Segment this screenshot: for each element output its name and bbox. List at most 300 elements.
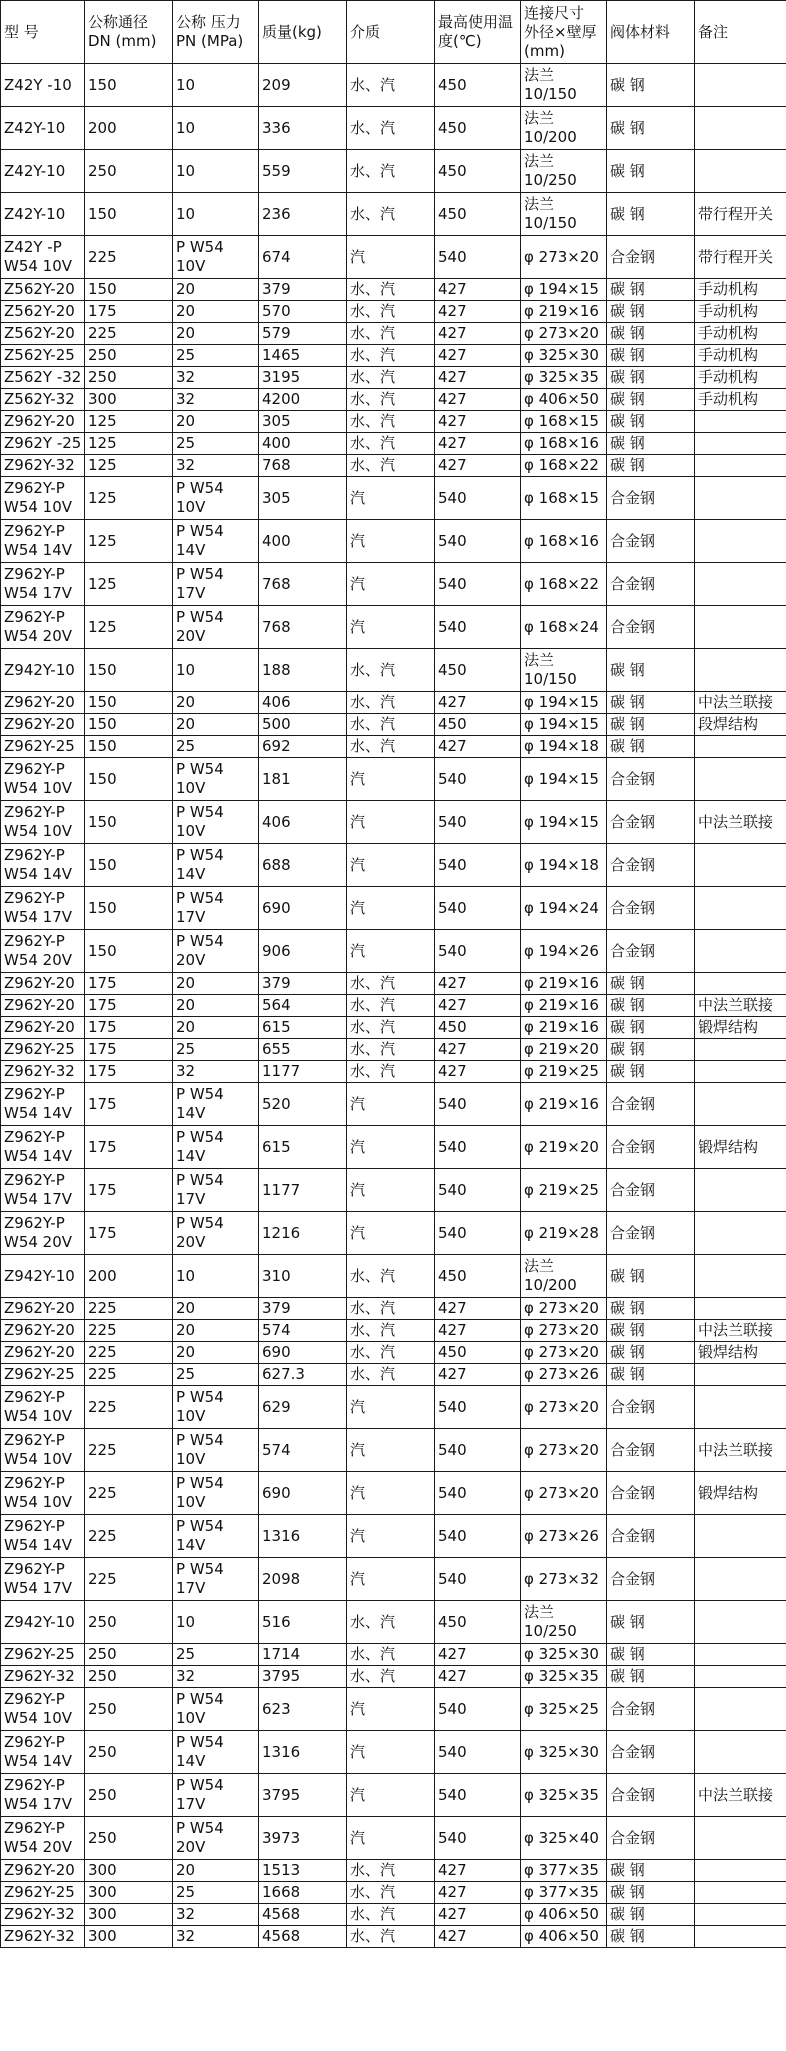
cell-material: 碳 钢 — [607, 150, 695, 193]
cell-remarks — [695, 1644, 786, 1666]
cell-temperature: 427 — [435, 1364, 521, 1386]
table-row — [1, 1688, 786, 1731]
cell-material: 合金钢 — [607, 1386, 695, 1429]
cell-material: 合金钢 — [607, 1169, 695, 1212]
cell-mass: 688 — [259, 844, 347, 887]
cell-diameter: 250 — [85, 1601, 173, 1644]
cell-remarks: 手动机构 — [695, 279, 786, 301]
cell-connection: φ 219×25 — [521, 1169, 607, 1212]
cell-remarks — [695, 1255, 786, 1298]
cell-model: Z962Y-20 — [1, 1860, 85, 1882]
cell-mass: 690 — [259, 1472, 347, 1515]
cell-material: 碳 钢 — [607, 736, 695, 758]
table-row — [1, 692, 786, 714]
cell-remarks — [695, 1212, 786, 1255]
cell-model: Z962Y-P W54 14V — [1, 844, 85, 887]
header-max-temperature: 最高使用温 度(℃) — [435, 1, 521, 64]
cell-mass: 400 — [259, 520, 347, 563]
cell-material: 合金钢 — [607, 563, 695, 606]
table-row — [1, 411, 786, 433]
table-row — [1, 477, 786, 520]
cell-material: 碳 钢 — [607, 1320, 695, 1342]
cell-diameter: 300 — [85, 389, 173, 411]
cell-remarks — [695, 758, 786, 801]
cell-mass: 1177 — [259, 1169, 347, 1212]
cell-medium: 汽 — [347, 887, 435, 930]
cell-material: 合金钢 — [607, 477, 695, 520]
cell-mass: 1316 — [259, 1731, 347, 1774]
cell-medium: 汽 — [347, 1126, 435, 1169]
cell-mass: 690 — [259, 1342, 347, 1364]
cell-mass: 570 — [259, 301, 347, 323]
cell-mass: 3195 — [259, 367, 347, 389]
cell-material: 碳 钢 — [607, 1039, 695, 1061]
cell-model: Z962Y-P W54 20V — [1, 606, 85, 649]
cell-medium: 水、汽 — [347, 1342, 435, 1364]
cell-temperature: 540 — [435, 930, 521, 973]
cell-pressure: 20 — [173, 995, 259, 1017]
table-row — [1, 1904, 786, 1926]
cell-pressure: P W54 14V — [173, 1083, 259, 1126]
cell-temperature: 540 — [435, 1212, 521, 1255]
cell-remarks — [695, 1666, 786, 1688]
cell-model: Z962Y-20 — [1, 692, 85, 714]
cell-model: Z962Y-25 — [1, 1644, 85, 1666]
cell-temperature: 427 — [435, 301, 521, 323]
cell-connection: φ 194×18 — [521, 736, 607, 758]
cell-material: 碳 钢 — [607, 389, 695, 411]
cell-model: Z42Y-10 — [1, 107, 85, 150]
cell-material: 碳 钢 — [607, 193, 695, 236]
cell-pressure: P W54 14V — [173, 520, 259, 563]
cell-connection: φ 168×16 — [521, 433, 607, 455]
cell-temperature: 540 — [435, 1774, 521, 1817]
cell-mass: 236 — [259, 193, 347, 236]
cell-diameter: 225 — [85, 1364, 173, 1386]
cell-material: 合金钢 — [607, 1515, 695, 1558]
cell-material: 碳 钢 — [607, 367, 695, 389]
cell-pressure: 32 — [173, 367, 259, 389]
cell-connection: φ 168×22 — [521, 563, 607, 606]
cell-remarks: 手动机构 — [695, 367, 786, 389]
cell-temperature: 450 — [435, 714, 521, 736]
cell-connection: φ 194×15 — [521, 801, 607, 844]
table-row — [1, 1342, 786, 1364]
cell-material: 碳 钢 — [607, 1666, 695, 1688]
cell-mass: 1177 — [259, 1061, 347, 1083]
cell-material: 碳 钢 — [607, 301, 695, 323]
header-connection-size: 连接尺寸 外径×壁厚 (mm) — [521, 1, 607, 64]
cell-connection: φ 168×16 — [521, 520, 607, 563]
cell-pressure: P W54 10V — [173, 1386, 259, 1429]
cell-medium: 汽 — [347, 520, 435, 563]
cell-pressure: 20 — [173, 973, 259, 995]
table-row — [1, 1386, 786, 1429]
table-row — [1, 301, 786, 323]
cell-medium: 水、汽 — [347, 1017, 435, 1039]
cell-diameter: 300 — [85, 1882, 173, 1904]
cell-model: Z562Y-20 — [1, 301, 85, 323]
cell-medium: 汽 — [347, 563, 435, 606]
table-row — [1, 887, 786, 930]
cell-diameter: 300 — [85, 1904, 173, 1926]
cell-model: Z942Y-10 — [1, 649, 85, 692]
cell-mass: 1316 — [259, 1515, 347, 1558]
cell-pressure: P W54 20V — [173, 1212, 259, 1255]
cell-connection: φ 273×20 — [521, 1386, 607, 1429]
cell-connection: φ 168×15 — [521, 477, 607, 520]
cell-remarks — [695, 1558, 786, 1601]
table-row — [1, 1126, 786, 1169]
cell-remarks — [695, 1061, 786, 1083]
cell-medium: 水、汽 — [347, 995, 435, 1017]
cell-connection: 法兰 10/250 — [521, 150, 607, 193]
cell-diameter: 125 — [85, 520, 173, 563]
cell-material: 碳 钢 — [607, 455, 695, 477]
cell-remarks — [695, 649, 786, 692]
cell-temperature: 540 — [435, 1558, 521, 1601]
cell-material: 碳 钢 — [607, 1926, 695, 1948]
table-row — [1, 345, 786, 367]
cell-diameter: 225 — [85, 1515, 173, 1558]
cell-remarks — [695, 1298, 786, 1320]
cell-material: 碳 钢 — [607, 1644, 695, 1666]
header-row — [1, 1, 786, 64]
cell-remarks — [695, 150, 786, 193]
cell-pressure: 20 — [173, 323, 259, 345]
cell-pressure: 10 — [173, 649, 259, 692]
cell-diameter: 150 — [85, 887, 173, 930]
cell-mass: 768 — [259, 606, 347, 649]
cell-medium: 水、汽 — [347, 736, 435, 758]
cell-pressure: 10 — [173, 1255, 259, 1298]
cell-remarks — [695, 455, 786, 477]
cell-mass: 615 — [259, 1017, 347, 1039]
cell-remarks: 手动机构 — [695, 345, 786, 367]
cell-mass: 305 — [259, 477, 347, 520]
table-row — [1, 606, 786, 649]
cell-connection: φ 219×20 — [521, 1126, 607, 1169]
cell-medium: 水、汽 — [347, 1644, 435, 1666]
cell-mass: 574 — [259, 1320, 347, 1342]
cell-connection: 法兰 10/200 — [521, 1255, 607, 1298]
cell-mass: 1668 — [259, 1882, 347, 1904]
cell-temperature: 427 — [435, 367, 521, 389]
cell-model: Z962Y-P W54 17V — [1, 1774, 85, 1817]
cell-diameter: 250 — [85, 1774, 173, 1817]
cell-connection: φ 194×15 — [521, 758, 607, 801]
cell-connection: φ 219×16 — [521, 301, 607, 323]
cell-pressure: P W54 17V — [173, 1558, 259, 1601]
cell-material: 合金钢 — [607, 606, 695, 649]
table-row — [1, 1083, 786, 1126]
cell-remarks — [695, 1817, 786, 1860]
cell-model: Z962Y-P W54 10V — [1, 801, 85, 844]
table-row — [1, 1017, 786, 1039]
cell-pressure: 32 — [173, 1926, 259, 1948]
cell-pressure: 32 — [173, 1061, 259, 1083]
table-body — [1, 64, 786, 1948]
cell-temperature: 540 — [435, 1817, 521, 1860]
cell-remarks — [695, 107, 786, 150]
cell-pressure: 20 — [173, 714, 259, 736]
cell-model: Z962Y-20 — [1, 1017, 85, 1039]
cell-remarks — [695, 973, 786, 995]
cell-pressure: P W54 10V — [173, 801, 259, 844]
cell-mass: 1216 — [259, 1212, 347, 1255]
cell-pressure: P W54 14V — [173, 1731, 259, 1774]
cell-diameter: 225 — [85, 1386, 173, 1429]
cell-medium: 水、汽 — [347, 279, 435, 301]
table-row — [1, 64, 786, 107]
table-row — [1, 649, 786, 692]
cell-medium: 水、汽 — [347, 1904, 435, 1926]
cell-medium: 水、汽 — [347, 1298, 435, 1320]
cell-model: Z962Y-25 — [1, 1364, 85, 1386]
cell-pressure: 25 — [173, 1364, 259, 1386]
cell-model: Z962Y -25 — [1, 433, 85, 455]
cell-connection: φ 219×16 — [521, 1083, 607, 1126]
cell-connection: 法兰 10/150 — [521, 193, 607, 236]
table-row — [1, 1212, 786, 1255]
cell-remarks — [695, 606, 786, 649]
cell-diameter: 125 — [85, 411, 173, 433]
cell-model: Z962Y-32 — [1, 1926, 85, 1948]
cell-mass: 336 — [259, 107, 347, 150]
cell-connection: φ 194×15 — [521, 279, 607, 301]
cell-pressure: 25 — [173, 1039, 259, 1061]
cell-mass: 692 — [259, 736, 347, 758]
header-nominal-diameter: 公称通径 DN (mm) — [85, 1, 173, 64]
cell-diameter: 225 — [85, 1429, 173, 1472]
table-row — [1, 1644, 786, 1666]
cell-remarks: 中法兰联接 — [695, 1320, 786, 1342]
cell-model: Z962Y-P W54 17V — [1, 1558, 85, 1601]
cell-medium: 汽 — [347, 1212, 435, 1255]
cell-diameter: 175 — [85, 1083, 173, 1126]
cell-model: Z962Y-20 — [1, 1298, 85, 1320]
cell-diameter: 225 — [85, 1342, 173, 1364]
cell-connection: φ 194×15 — [521, 714, 607, 736]
table-row — [1, 433, 786, 455]
cell-pressure: 20 — [173, 279, 259, 301]
cell-connection: φ 273×20 — [521, 1472, 607, 1515]
cell-temperature: 427 — [435, 411, 521, 433]
cell-connection: φ 168×22 — [521, 455, 607, 477]
cell-material: 合金钢 — [607, 930, 695, 973]
cell-connection: φ 325×35 — [521, 1774, 607, 1817]
cell-mass: 629 — [259, 1386, 347, 1429]
cell-remarks — [695, 1386, 786, 1429]
cell-connection: φ 273×20 — [521, 1342, 607, 1364]
cell-mass: 406 — [259, 801, 347, 844]
header-medium: 介质 — [347, 1, 435, 64]
cell-remarks: 锻焊结构 — [695, 1126, 786, 1169]
cell-model: Z962Y-P W54 20V — [1, 1817, 85, 1860]
cell-diameter: 175 — [85, 1169, 173, 1212]
cell-model: Z962Y-P W54 10V — [1, 758, 85, 801]
cell-mass: 768 — [259, 455, 347, 477]
cell-connection: φ 325×35 — [521, 367, 607, 389]
cell-mass: 559 — [259, 150, 347, 193]
cell-mass: 2098 — [259, 1558, 347, 1601]
cell-remarks: 中法兰联接 — [695, 995, 786, 1017]
cell-model: Z962Y-P W54 10V — [1, 1472, 85, 1515]
cell-temperature: 427 — [435, 1039, 521, 1061]
table-row — [1, 1061, 786, 1083]
cell-temperature: 540 — [435, 1429, 521, 1472]
cell-diameter: 150 — [85, 692, 173, 714]
cell-connection: φ 273×20 — [521, 323, 607, 345]
cell-material: 合金钢 — [607, 1817, 695, 1860]
cell-model: Z962Y-25 — [1, 736, 85, 758]
cell-mass: 188 — [259, 649, 347, 692]
cell-pressure: 10 — [173, 150, 259, 193]
cell-connection: φ 168×24 — [521, 606, 607, 649]
cell-diameter: 225 — [85, 1298, 173, 1320]
cell-temperature: 427 — [435, 692, 521, 714]
cell-temperature: 427 — [435, 1882, 521, 1904]
cell-temperature: 540 — [435, 563, 521, 606]
header-remarks: 备注 — [695, 1, 786, 64]
cell-pressure: P W54 20V — [173, 606, 259, 649]
cell-mass: 516 — [259, 1601, 347, 1644]
cell-medium: 水、汽 — [347, 323, 435, 345]
cell-temperature: 540 — [435, 887, 521, 930]
cell-diameter: 150 — [85, 801, 173, 844]
cell-mass: 623 — [259, 1688, 347, 1731]
cell-remarks: 中法兰联接 — [695, 1429, 786, 1472]
cell-mass: 500 — [259, 714, 347, 736]
cell-medium: 汽 — [347, 236, 435, 279]
cell-material: 碳 钢 — [607, 1017, 695, 1039]
cell-diameter: 175 — [85, 1017, 173, 1039]
cell-connection: 法兰 10/150 — [521, 649, 607, 692]
cell-connection: φ 325×35 — [521, 1666, 607, 1688]
cell-material: 合金钢 — [607, 1472, 695, 1515]
cell-model: Z562Y -32 — [1, 367, 85, 389]
cell-diameter: 250 — [85, 1644, 173, 1666]
cell-connection: φ 406×50 — [521, 1904, 607, 1926]
cell-medium: 水、汽 — [347, 64, 435, 107]
cell-connection: φ 377×35 — [521, 1882, 607, 1904]
cell-medium: 水、汽 — [347, 433, 435, 455]
table-header — [1, 1, 786, 64]
cell-model: Z942Y-10 — [1, 1255, 85, 1298]
cell-mass: 4568 — [259, 1926, 347, 1948]
cell-remarks: 中法兰联接 — [695, 1774, 786, 1817]
cell-medium: 水、汽 — [347, 714, 435, 736]
cell-medium: 汽 — [347, 1386, 435, 1429]
cell-pressure: 20 — [173, 301, 259, 323]
cell-diameter: 150 — [85, 736, 173, 758]
cell-diameter: 150 — [85, 844, 173, 887]
cell-medium: 汽 — [347, 1817, 435, 1860]
cell-connection: φ 325×30 — [521, 1731, 607, 1774]
cell-pressure: 25 — [173, 736, 259, 758]
cell-diameter: 300 — [85, 1926, 173, 1948]
cell-pressure: P W54 10V — [173, 1429, 259, 1472]
cell-connection: φ 219×28 — [521, 1212, 607, 1255]
cell-pressure: 25 — [173, 1644, 259, 1666]
cell-model: Z962Y-25 — [1, 1039, 85, 1061]
cell-mass: 310 — [259, 1255, 347, 1298]
cell-temperature: 427 — [435, 389, 521, 411]
cell-mass: 4568 — [259, 1904, 347, 1926]
cell-model: Z562Y-20 — [1, 323, 85, 345]
cell-material: 合金钢 — [607, 844, 695, 887]
cell-medium: 水、汽 — [347, 107, 435, 150]
cell-remarks — [695, 930, 786, 973]
cell-remarks — [695, 1601, 786, 1644]
cell-mass: 400 — [259, 433, 347, 455]
cell-temperature: 450 — [435, 1601, 521, 1644]
cell-temperature: 540 — [435, 1169, 521, 1212]
cell-connection: φ 273×26 — [521, 1515, 607, 1558]
cell-model: Z562Y-32 — [1, 389, 85, 411]
cell-medium: 汽 — [347, 477, 435, 520]
cell-temperature: 427 — [435, 1860, 521, 1882]
cell-temperature: 540 — [435, 1083, 521, 1126]
cell-pressure: 25 — [173, 345, 259, 367]
cell-material: 碳 钢 — [607, 714, 695, 736]
cell-medium: 水、汽 — [347, 1364, 435, 1386]
cell-diameter: 125 — [85, 433, 173, 455]
cell-connection: φ 325×30 — [521, 345, 607, 367]
cell-temperature: 427 — [435, 455, 521, 477]
table-row — [1, 1860, 786, 1882]
cell-model: Z962Y-P W54 14V — [1, 520, 85, 563]
cell-temperature: 427 — [435, 995, 521, 1017]
cell-pressure: P W54 20V — [173, 930, 259, 973]
header-model: 型 号 — [1, 1, 85, 64]
cell-diameter: 250 — [85, 345, 173, 367]
cell-diameter: 225 — [85, 1558, 173, 1601]
header-body-material: 阀体材料 — [607, 1, 695, 64]
cell-model: Z42Y-10 — [1, 150, 85, 193]
cell-material: 碳 钢 — [607, 1601, 695, 1644]
cell-remarks — [695, 1039, 786, 1061]
table-row — [1, 1558, 786, 1601]
cell-diameter: 175 — [85, 995, 173, 1017]
cell-temperature: 427 — [435, 1061, 521, 1083]
cell-model: Z962Y-P W54 17V — [1, 563, 85, 606]
cell-connection: φ 194×15 — [521, 692, 607, 714]
cell-medium: 汽 — [347, 1774, 435, 1817]
cell-medium: 水、汽 — [347, 1039, 435, 1061]
cell-diameter: 200 — [85, 107, 173, 150]
cell-mass: 4200 — [259, 389, 347, 411]
cell-model: Z962Y-32 — [1, 455, 85, 477]
table-row — [1, 1731, 786, 1774]
cell-connection: φ 273×20 — [521, 1429, 607, 1472]
table-row — [1, 995, 786, 1017]
cell-temperature: 427 — [435, 323, 521, 345]
cell-connection: φ 168×15 — [521, 411, 607, 433]
cell-material: 碳 钢 — [607, 345, 695, 367]
cell-remarks — [695, 520, 786, 563]
cell-pressure: 32 — [173, 389, 259, 411]
cell-remarks — [695, 887, 786, 930]
cell-medium: 汽 — [347, 1558, 435, 1601]
cell-remarks: 中法兰联接 — [695, 692, 786, 714]
cell-pressure: 20 — [173, 1017, 259, 1039]
cell-diameter: 150 — [85, 649, 173, 692]
cell-temperature: 450 — [435, 193, 521, 236]
table-row — [1, 150, 786, 193]
cell-model: Z962Y-P W54 14V — [1, 1731, 85, 1774]
cell-medium: 水、汽 — [347, 1255, 435, 1298]
